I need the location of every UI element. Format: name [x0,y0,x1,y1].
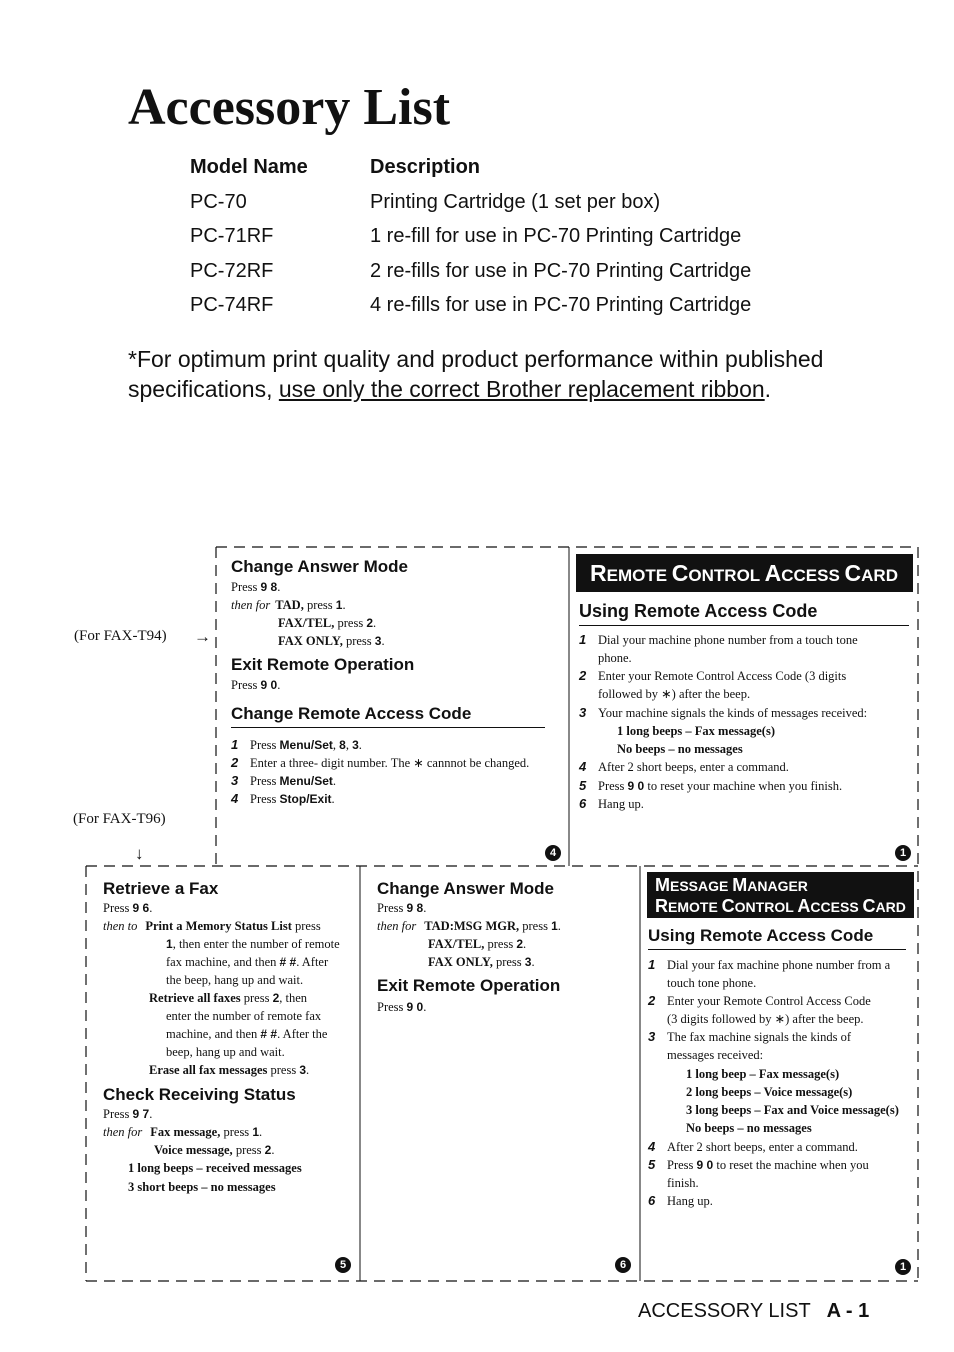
press-text: Press [598,779,628,793]
fax-t94-label: (For FAX-T94) [74,628,167,644]
option-line [166,935,340,953]
press-text: press [334,616,367,630]
option-line [377,917,561,935]
dot: . [523,937,527,951]
step-text: followed by ∗) after the beep. [598,687,751,701]
step-text: Dial your fax machine phone number from a [667,958,891,972]
press-line [231,676,280,694]
sep: , [332,738,340,752]
press-text: press [232,1143,265,1157]
key-text: 9 8 [406,901,424,915]
option-name: TAD, [275,598,304,612]
banner-text: CCESS [810,899,863,915]
key-text: 3 [352,738,359,752]
step-number: 2 [648,993,656,1008]
press-text: Press [231,678,261,692]
arrow-right-icon: → [194,627,211,646]
press-text: Press [250,774,280,788]
signal-text: 3 long beeps – Fax and Voice message(s) [686,1103,899,1117]
banner-text: CCESS [781,566,845,585]
list-item [231,790,561,808]
press-line [103,899,152,917]
step-text: The fax machine signals the kinds of [667,1030,851,1044]
signal-text: No beeps – no messages [617,742,743,756]
dot: . [332,774,336,788]
press-text: press [519,919,552,933]
step-text: machine, and then [166,1027,261,1041]
dot: . [306,1063,310,1077]
change-answer-mode-heading: Change Answer Mode [377,879,554,898]
step-number: 2 [231,755,239,770]
then-for: then for [103,1125,143,1139]
key-text: 2 [272,991,280,1005]
banner-text: ESSAGE [670,878,733,894]
option-line: beep, hang up and wait. [166,1045,285,1059]
option-line [103,917,321,935]
dot: . [331,792,335,806]
description-cell: 1 re-fill for use in PC-70 Printing Cartridge [370,225,742,247]
key-text: 2 [516,937,524,951]
step-number: 2 [579,668,587,683]
option-line [231,596,346,614]
signal-text: 3 short beeps – no messages [128,1180,276,1194]
option-line [149,989,307,1007]
message-manager-banner [647,872,914,918]
signal-text: 1 long beeps – received messages [128,1161,302,1175]
model-cell: PC-74RF [190,294,274,316]
option-name: FAX ONLY, [278,634,343,648]
step-text: finish. [667,1176,699,1190]
step-number: 4 [648,1139,656,1154]
option-name: TAD:MSG MGR, [424,919,520,933]
dot: . [271,1143,275,1157]
banner-text: ONTROL [734,899,798,915]
note-end: . [764,376,772,402]
option-name: Retrieve all faxes [149,991,241,1005]
dot: . [277,580,281,594]
step-text: Enter a three- digit number. The ∗ cannnot be changed. [250,756,530,770]
step-text: After 2 short beeps, enter a command. [598,760,789,774]
press-line [231,578,280,596]
option-line: enter the number of remote fax [166,1009,322,1023]
banner-text: EMOTE [668,899,722,915]
press-text: Press [103,901,133,915]
signal-text: 1 long beep – Fax message(s) [686,1067,840,1081]
step-number: 5 [648,1157,656,1172]
option-name: Fax message, [150,1125,221,1139]
dot: . [531,955,535,969]
step-number: 4 [231,791,239,806]
banner-text: ANAGER [747,878,808,894]
banner-initial: A [764,560,782,586]
press-text: Press [377,1000,407,1014]
dot: . [259,1125,263,1139]
step-number: 3 [231,773,239,788]
press-text: Press [103,1107,133,1121]
signal-text: 2 long beeps – Voice message(s) [686,1085,853,1099]
press-text: Press [250,792,280,806]
step-text: Hang up. [667,1194,713,1208]
dot: . [342,598,346,612]
banner-initial: R [655,896,668,916]
list-item [231,754,561,772]
press-text: press [240,991,273,1005]
dot: . [381,634,385,648]
model-cell: PC-72RF [190,259,274,282]
option-line [103,1123,262,1141]
dot: . [358,738,362,752]
banner-initial: A [797,896,811,916]
key-text: 3 [374,634,382,648]
key-text: 2 [264,1143,272,1157]
footer-page: A - 1 [826,1300,870,1322]
key-text: Stop/Exit [279,792,332,806]
header-description: Description [370,156,481,178]
option-name: FAX/TEL, [428,937,485,951]
key-text: 9 0 [627,779,645,793]
model-cell: PC-70 [190,190,247,213]
option-line [154,1141,274,1159]
dot: . [423,1000,427,1014]
option-name: Print a Memory Status List [145,919,292,933]
key-text: 1 [335,598,343,612]
key-text: 3 [299,1063,307,1077]
option-name: Erase all fax messages [149,1063,268,1077]
banner-initial: C [844,560,862,586]
exit-remote-heading: Exit Remote Operation [377,976,561,995]
then-for: then for [231,598,271,612]
step-text: (3 digits followed by ∗) after the beep. [667,1012,864,1026]
list-item [231,736,561,754]
key-text: 1 [551,919,558,933]
step-number: 6 [648,1193,656,1208]
note-underlined: use only the correct Brother replacement ribbon [278,376,765,402]
step-text: Hang up. [598,797,644,811]
change-answer-mode-heading: Change Answer Mode [231,557,408,576]
key-text: 9 0 [406,1000,424,1014]
header-model: Model Name [190,156,308,178]
banner-initial: M [732,875,748,895]
note-text: *For optimum print quality and product performance within published specifications, [128,346,824,402]
press-text: press [303,598,336,612]
step-text: . After the [277,1027,328,1041]
step-number: 3 [648,1029,656,1044]
page-badge: 6 [615,1257,631,1273]
model-cell: PC-71RF [190,225,274,247]
banner-text: ONTROL [688,566,765,585]
key-text: 9 0 [696,1158,714,1172]
then-for: then for [377,919,417,933]
step-text: Dial your machine phone number from a touch tone [598,633,858,647]
banner-text: EMOTE [606,566,672,585]
step-text: to reset the machine when you [713,1158,869,1172]
press-text: press [291,919,321,933]
step-text: Your machine signals the kinds of messages received: [598,706,868,720]
using-remote-code-heading: Using Remote Access Code [648,926,906,950]
then-to: then to [103,919,138,933]
footer-section: ACCESSORY LIST [638,1300,811,1322]
step-number: 5 [579,778,587,793]
page-footer [638,1300,869,1323]
step-text: Enter your Remote Control Access Code (3 digits [598,669,847,683]
option-name: FAX/TEL, [278,616,335,630]
key-text: 8 [339,738,346,752]
page-badge: 5 [335,1257,351,1273]
step-text: to reset your machine when you finish. [644,779,843,793]
press-line [377,998,426,1016]
step-number: 1 [648,957,656,972]
key-text: 2 [366,616,374,630]
banner-text: ARD [861,566,898,585]
step-text: Enter your Remote Control Access Code [667,994,871,1008]
using-remote-code-heading: Using Remote Access Code [579,601,909,626]
sep: , [345,738,353,752]
signal-text: No beeps – no messages [686,1121,812,1135]
option-line [149,1061,309,1079]
step-text: , then enter the number of remote [172,937,340,951]
dot: . [277,678,281,692]
key-text: 9 0 [260,678,278,692]
dot: . [149,901,153,915]
banner-initial: M [655,875,670,895]
press-text: Press [250,738,280,752]
description-cell: 2 re-fills for use in PC-70 Printing Cartridge [370,259,752,282]
key-text: 9 7 [132,1107,150,1121]
key-text: 1 [166,937,173,951]
fax-t96-label: (For FAX-T96) [73,811,166,827]
press-text: press [220,1125,253,1139]
press-text: press [342,634,375,648]
step-number: 6 [579,796,587,811]
dot: . [149,1107,153,1121]
press-line [103,1105,152,1123]
step-text: fax machine, and then [166,955,280,969]
key-text: Menu/Set [279,774,333,788]
key-text: 9 8 [260,580,278,594]
option-line [166,1025,327,1043]
key-text: Menu/Set [279,738,333,752]
step-text: , then [279,991,308,1005]
exit-remote-heading: Exit Remote Operation [231,655,415,674]
list-item [231,772,561,790]
page-badge: 4 [545,845,561,861]
change-code-heading: Change Remote Access Code [231,704,545,728]
option-name: FAX ONLY, [428,955,493,969]
page-title: Accessory List [128,79,451,136]
press-line [377,899,426,917]
step-number: 1 [579,632,587,647]
step-number: 4 [579,759,587,774]
step-number: 1 [231,737,239,752]
press-text: press [484,937,517,951]
option-line [278,614,376,632]
step-text: . After [296,955,329,969]
change-code-steps [231,736,561,808]
check-status-heading: Check Receiving Status [103,1085,296,1104]
key-text: 3 [524,955,532,969]
option-line [428,953,535,971]
page-badge: 1 [895,1259,911,1275]
press-text: press [492,955,525,969]
remote-card-banner [576,554,913,592]
dot: . [557,919,561,933]
key-text: # # [279,955,297,969]
press-text: Press [667,1158,697,1172]
press-text: press [267,1063,300,1077]
option-line [428,935,526,953]
banner-text: ARD [875,899,906,915]
banner-initial: C [721,896,735,916]
dot: . [423,901,427,915]
retrieve-fax-heading: Retrieve a Fax [103,879,219,898]
key-text: # # [260,1027,278,1041]
press-text: Press [231,580,261,594]
key-text: 1 [252,1125,259,1139]
banner-initial: R [590,560,607,586]
step-text: After 2 short beeps, enter a command. [667,1140,858,1154]
banner-initial: C [862,896,876,916]
option-name: Voice message, [154,1143,233,1157]
key-text: 9 6 [132,901,150,915]
step-number: 3 [579,705,587,720]
step-text: messages received: [667,1048,764,1062]
option-line: the beep, hang up and wait. [166,973,304,987]
description-cell: 4 re-fills for use in PC-70 Printing Cartridge [370,294,752,316]
banner-initial: C [671,560,689,586]
description-cell: Printing Cartridge (1 set per box) [370,190,661,213]
option-line [166,953,328,971]
press-text: Press [377,901,407,915]
signal-text: 1 long beeps – Fax message(s) [617,724,775,738]
arrow-down-icon: ↓ [135,844,144,863]
step-text: touch tone phone. [667,976,757,990]
page-badge: 1 [895,845,911,861]
step-text: phone. [598,651,632,665]
dot: . [373,616,377,630]
option-line [278,632,385,650]
